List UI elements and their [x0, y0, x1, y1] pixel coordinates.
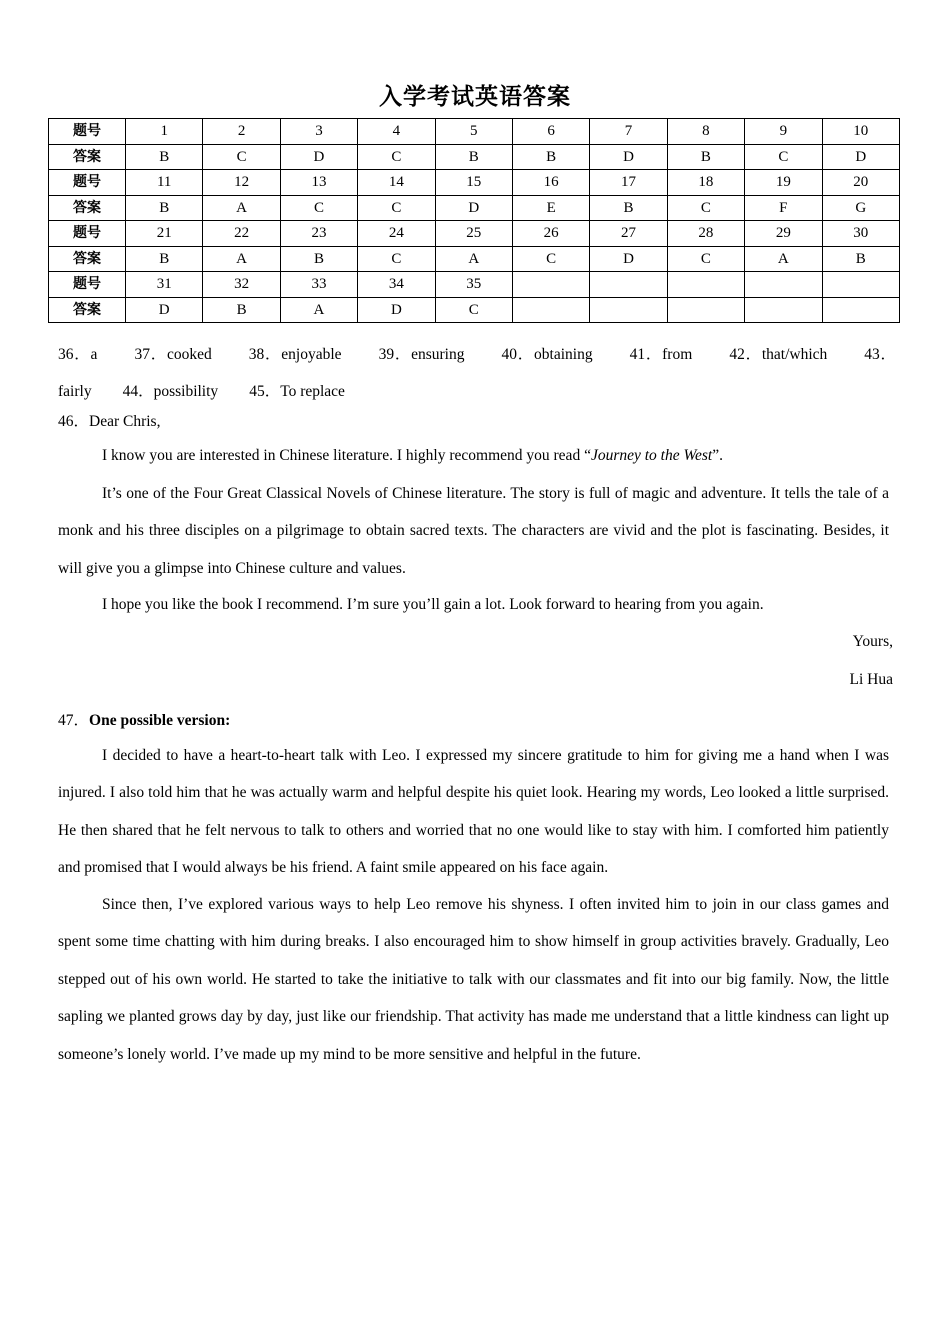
answer-cell: A	[435, 246, 512, 272]
q47-p1-text: I decided to have a heart-to-heart talk with Leo. I expressed my sincere gratitude to him for giving me a hand when I was injured. I also told him that he was actually warm and helpful despite his quiet look. Hearing my words, Leo looked a little surprised. He then shared that he felt nervous to talk to others and worried that no one would like to stay with him. I comforted him patiently and promised that I would always be his friend. A faint smile appeared on his face again.	[58, 747, 889, 877]
answer-row	[49, 246, 900, 272]
question-number-cell: 9	[745, 119, 822, 145]
answer-row	[49, 297, 900, 323]
question-number-cell: 30	[822, 221, 899, 247]
row-label: 答案	[49, 144, 126, 170]
q47-header	[58, 708, 230, 730]
question-number-cell: 31	[126, 272, 203, 298]
word-answer: 43．fairly	[58, 346, 897, 401]
question-number-cell: 13	[280, 170, 357, 196]
answer-cell	[512, 297, 589, 323]
question-number-cell: 2	[203, 119, 280, 145]
answer-cell: D	[126, 297, 203, 323]
question-number-cell: 19	[745, 170, 822, 196]
question-number-cell: 4	[358, 119, 435, 145]
answer-cell: A	[203, 246, 280, 272]
book-title: Journey to the West	[590, 447, 713, 464]
word-answer: 36．a	[58, 346, 98, 363]
answer-cell: C	[667, 195, 744, 221]
answer-cell: C	[280, 195, 357, 221]
question-number-cell: 17	[590, 170, 667, 196]
question-number-cell: 28	[667, 221, 744, 247]
word-answer: 44．possibility	[122, 383, 219, 401]
question-number-row	[49, 272, 900, 298]
closing: Yours,	[852, 633, 893, 650]
q47-heading: One possible version:	[89, 712, 231, 729]
q47-paragraph-1	[58, 737, 889, 887]
question-number-cell	[745, 272, 822, 298]
question-number-cell: 21	[126, 221, 203, 247]
question-number-cell: 1	[126, 119, 203, 145]
question-number-cell: 3	[280, 119, 357, 145]
row-label: 题号	[49, 119, 126, 145]
q46-p2-text: It’s one of the Four Great Classical Novels of Chinese literature. The story is full of magic and adventure. It tells the tale of a monk and his three disciples on a pilgrimage to obtain sacred texts. The characters are vivid and the plot is fascinating. Besides, it will give you a glimpse into Chinese culture and values.	[58, 485, 889, 577]
answer-cell: B	[590, 195, 667, 221]
signature: Li Hua	[849, 671, 893, 688]
question-number-cell: 18	[667, 170, 744, 196]
answer-cell: D	[435, 195, 512, 221]
answer-cell: B	[822, 246, 899, 272]
question-number-row	[49, 119, 900, 145]
question-number-cell: 34	[358, 272, 435, 298]
page-title: 入学考试英语答案	[379, 84, 571, 110]
q46-paragraph-1	[102, 447, 723, 465]
q46-paragraph-3: I hope you like the book I recommend. I’m sure you’ll gain a lot. Look forward to hearing from you again.	[102, 596, 764, 613]
answer-cell: D	[358, 297, 435, 323]
answer-cell: B	[667, 144, 744, 170]
answer-cell: D	[280, 144, 357, 170]
question-number-cell	[667, 272, 744, 298]
answer-cell	[745, 297, 822, 323]
q46-header	[58, 409, 160, 431]
answer-cell: C	[435, 297, 512, 323]
answer-cell: F	[745, 195, 822, 221]
question-number-cell: 5	[435, 119, 512, 145]
answer-cell	[822, 297, 899, 323]
q46-p1-text: I know you are interested in Chinese literature. I highly recommend you read “	[102, 447, 591, 464]
answer-row	[49, 144, 900, 170]
question-number-cell	[512, 272, 589, 298]
word-answer: 40．obtaining	[501, 346, 593, 363]
answer-cell: C	[203, 144, 280, 170]
answer-cell: G	[822, 195, 899, 221]
question-number-cell	[822, 272, 899, 298]
word-answer: 42．that/which	[729, 346, 828, 363]
question-number-cell: 27	[590, 221, 667, 247]
question-number-cell: 10	[822, 119, 899, 145]
answer-cell: C	[512, 246, 589, 272]
answer-cell: B	[126, 195, 203, 221]
answer-cell: D	[822, 144, 899, 170]
question-number-cell: 11	[126, 170, 203, 196]
row-label: 答案	[49, 246, 126, 272]
answer-cell: C	[745, 144, 822, 170]
answer-cell: E	[512, 195, 589, 221]
answer-cell: A	[745, 246, 822, 272]
answer-cell: B	[126, 246, 203, 272]
greeting: Dear Chris,	[89, 413, 161, 430]
q46-p1-end: ”.	[712, 447, 723, 464]
row-label: 题号	[49, 272, 126, 298]
question-number-cell: 23	[280, 221, 357, 247]
answer-row	[49, 195, 900, 221]
q47-paragraph-2	[58, 886, 889, 1073]
answer-cell: B	[435, 144, 512, 170]
answer-cell: A	[203, 195, 280, 221]
answer-cell: C	[358, 144, 435, 170]
question-number-cell	[590, 272, 667, 298]
row-label: 题号	[49, 221, 126, 247]
question-number-cell: 24	[358, 221, 435, 247]
question-number-row	[49, 170, 900, 196]
question-number-cell: 14	[358, 170, 435, 196]
answer-cell: C	[667, 246, 744, 272]
question-number-cell: 29	[745, 221, 822, 247]
answer-cell: A	[280, 297, 357, 323]
question-number-cell: 12	[203, 170, 280, 196]
row-label: 答案	[49, 195, 126, 221]
question-number-cell: 32	[203, 272, 280, 298]
q47-label: 47．	[58, 712, 90, 729]
answer-cell: D	[590, 246, 667, 272]
answer-cell: B	[203, 297, 280, 323]
question-number-cell: 35	[435, 272, 512, 298]
answer-table	[48, 118, 900, 323]
answer-cell: C	[358, 246, 435, 272]
question-number-cell: 8	[667, 119, 744, 145]
answer-cell: D	[590, 144, 667, 170]
answer-cell: B	[126, 144, 203, 170]
answer-cell: B	[280, 246, 357, 272]
answer-cell: C	[358, 195, 435, 221]
word-answer: 45．To replace	[249, 383, 345, 401]
question-number-cell: 15	[435, 170, 512, 196]
q46-label: 46．	[58, 413, 90, 430]
word-answer: 39．ensuring	[378, 346, 465, 363]
row-label: 答案	[49, 297, 126, 323]
question-number-cell: 33	[280, 272, 357, 298]
question-number-cell: 25	[435, 221, 512, 247]
answer-cell	[667, 297, 744, 323]
question-number-cell: 7	[590, 119, 667, 145]
word-answer: 37．cooked	[134, 346, 212, 363]
question-number-cell: 6	[512, 119, 589, 145]
question-number-row	[49, 221, 900, 247]
q47-p2-text: Since then, I’ve explored various ways to help Leo remove his shyness. I often invited him to join in our class games and spent some time chatting with him during breaks. I also encouraged him to show himself in group activities bravely. Gradually, Leo stepped out of his own world. He started to take the initiative to talk with our classmates and fit into our big family. Now, the little sapling we planted grows day by day, just like our friendship. That activity has made me understand that a little kindness can light up someone’s lonely world. I’ve made up my mind to be more sensitive and helpful in the future.	[58, 896, 889, 1063]
answer-cell	[590, 297, 667, 323]
q46-paragraph-2	[58, 475, 889, 587]
word-answer: 41．from	[629, 346, 693, 363]
word-answer: 38．enjoyable	[248, 346, 342, 363]
question-number-cell: 20	[822, 170, 899, 196]
question-number-cell: 26	[512, 221, 589, 247]
word-answers	[58, 336, 896, 411]
question-number-cell: 16	[512, 170, 589, 196]
answer-cell: B	[512, 144, 589, 170]
question-number-cell: 22	[203, 221, 280, 247]
row-label: 题号	[49, 170, 126, 196]
